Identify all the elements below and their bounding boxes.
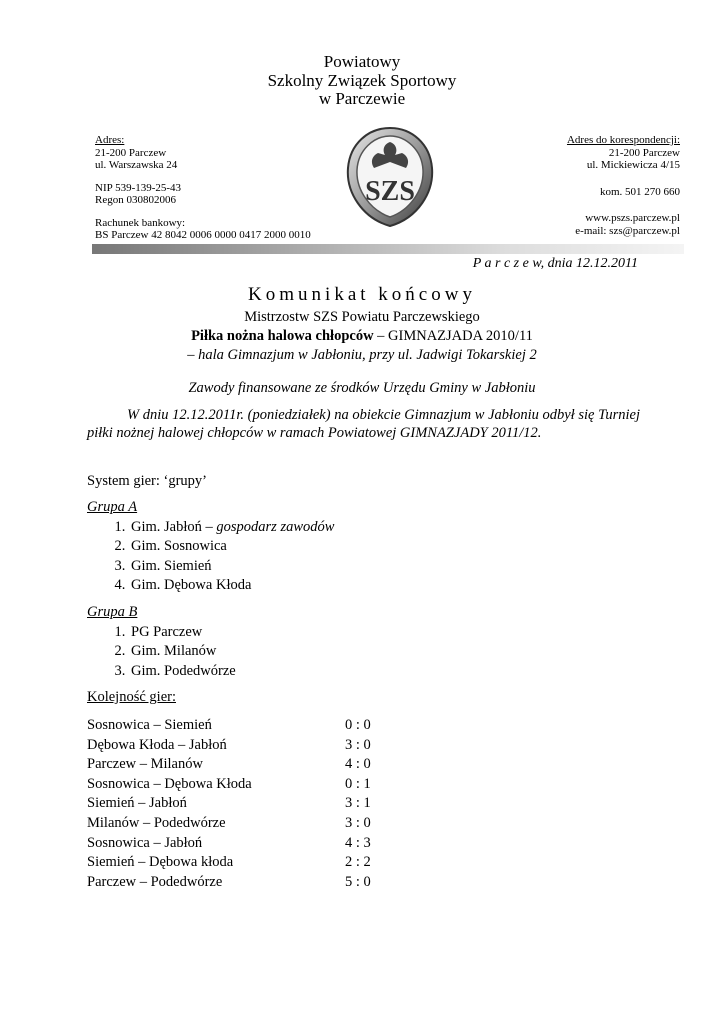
regon: Regon 030802006 bbox=[95, 194, 176, 206]
org-title-line-2: Szkolny Związek Sportowy bbox=[267, 71, 457, 90]
header-rule bbox=[92, 244, 684, 254]
szs-logo-icon bbox=[340, 122, 440, 232]
list-item bbox=[129, 662, 236, 682]
subtitle-discipline bbox=[0, 328, 724, 345]
team-name: Gim. Sosnowica bbox=[131, 538, 227, 554]
list-item bbox=[129, 623, 236, 643]
group-a-label: Grupa A bbox=[87, 499, 138, 515]
email: e-mail: szs@parczew.pl bbox=[575, 224, 680, 237]
list-item bbox=[129, 557, 334, 577]
table-row bbox=[87, 814, 405, 834]
list-item bbox=[129, 537, 334, 557]
group-a bbox=[87, 498, 334, 596]
match-teams: Parczew – Podedwórze bbox=[87, 873, 223, 890]
table-row bbox=[87, 775, 405, 795]
match-score: 4 : 3 bbox=[345, 834, 371, 851]
table-row bbox=[87, 755, 405, 775]
phone: kom. 501 270 660 bbox=[599, 185, 680, 198]
table-row bbox=[87, 834, 405, 854]
website: www.pszs.parczew.pl bbox=[585, 212, 680, 224]
match-teams: Sosnowica – Dębowa Kłoda bbox=[87, 775, 252, 792]
right-contact-block bbox=[567, 134, 680, 237]
match-score: 3 : 0 bbox=[345, 736, 371, 753]
table-row bbox=[87, 853, 405, 873]
bank-account: BS Parczew 42 8042 0006 0000 0417 2000 0010 bbox=[95, 229, 311, 241]
match-teams: Sosnowica – Siemień bbox=[87, 717, 212, 733]
match-teams: Dębowa Kłoda – Jabłoń bbox=[87, 736, 227, 753]
match-score: 0 : 1 bbox=[345, 775, 371, 792]
list-item bbox=[129, 576, 334, 596]
team-name: PG Parczew bbox=[131, 623, 203, 640]
address-label: Adres: bbox=[95, 134, 125, 146]
table-row bbox=[87, 794, 405, 814]
group-b-list bbox=[87, 623, 236, 682]
document-title: Komunikat końcowy bbox=[248, 284, 476, 305]
team-name: Gim. Dębowa Kłoda bbox=[131, 577, 252, 593]
bank-label: Rachunek bankowy: bbox=[95, 216, 186, 229]
team-name: Gim. Podedwórze bbox=[131, 662, 236, 679]
address-line-1: 21-200 Parczew bbox=[95, 146, 167, 159]
list-item bbox=[129, 518, 334, 538]
host-note: gospodarz zawodów bbox=[216, 518, 335, 535]
game-system: System gier: ‘grupy’ bbox=[87, 473, 208, 489]
intro-text: W dniu 12.12.2011r. (poniedziałek) na obiekcie Gimnazjum w Jabłoniu odbył się Turniej piłki nożnej halowej chłopców w ramach Powiatowej GIMNAZJADY 2011/12. bbox=[87, 407, 640, 441]
match-score: 3 : 1 bbox=[345, 795, 371, 812]
team-name: Gim. Siemień bbox=[131, 557, 212, 574]
intro-paragraph bbox=[87, 406, 640, 442]
match-score: 0 : 0 bbox=[345, 717, 371, 733]
group-b bbox=[87, 603, 236, 681]
team-name: Gim. Milanów bbox=[131, 643, 217, 659]
subtitle-championship: Mistrzostw SZS Powiatu Parczewskiego bbox=[244, 309, 480, 325]
match-score: 2 : 2 bbox=[345, 854, 371, 871]
table-row bbox=[87, 716, 405, 736]
match-teams: Siemień – Dębowa kłoda bbox=[87, 854, 234, 871]
discipline-name: Piłka nożna halowa chłopców bbox=[191, 328, 374, 344]
group-b-label: Grupa B bbox=[87, 604, 138, 620]
match-score: 4 : 0 bbox=[345, 756, 371, 773]
team-name: Gim. Jabłoń – bbox=[131, 518, 217, 535]
address-line-2: ul. Warszawska 24 bbox=[95, 159, 178, 171]
match-score: 5 : 0 bbox=[345, 873, 371, 890]
match-teams: Sosnowica – Jabłoń bbox=[87, 834, 203, 851]
match-score: 3 : 0 bbox=[345, 814, 371, 831]
org-title-line-3: w Parczewie bbox=[318, 89, 406, 108]
correspondence-line-1: 21-200 Parczew bbox=[608, 146, 680, 159]
correspondence-line-2: ul. Mickiewicza 4/15 bbox=[586, 159, 680, 171]
correspondence-label: Adres do korespondencji: bbox=[566, 134, 680, 146]
games-table bbox=[87, 716, 405, 892]
match-teams: Siemień – Jabłoń bbox=[87, 795, 187, 812]
list-item bbox=[129, 642, 236, 662]
discipline-event: – GIMNAZJADA 2010/11 bbox=[373, 328, 533, 344]
funding-note: Zawody finansowane ze środków Urzędu Gminy w Jabłoniu bbox=[188, 380, 536, 396]
match-teams: Parczew – Milanów bbox=[87, 756, 203, 773]
table-row bbox=[87, 736, 405, 756]
match-teams: Milanów – Podedwórze bbox=[87, 814, 226, 831]
left-contact-block bbox=[95, 134, 311, 242]
games-label: Kolejność gier: bbox=[87, 689, 176, 705]
nip: NIP 539-139-25-43 bbox=[95, 181, 182, 194]
document-date: P a r c z e w, dnia 12.12.2011 bbox=[472, 256, 638, 271]
subtitle-venue: – hala Gimnazjum w Jabłoniu, przy ul. Jadwigi Tokarskiej 2 bbox=[187, 347, 537, 363]
logo-text: SZS bbox=[365, 176, 415, 207]
table-row bbox=[87, 873, 405, 893]
org-title-line-1: Powiatowy bbox=[323, 52, 401, 71]
group-a-list bbox=[87, 518, 334, 596]
